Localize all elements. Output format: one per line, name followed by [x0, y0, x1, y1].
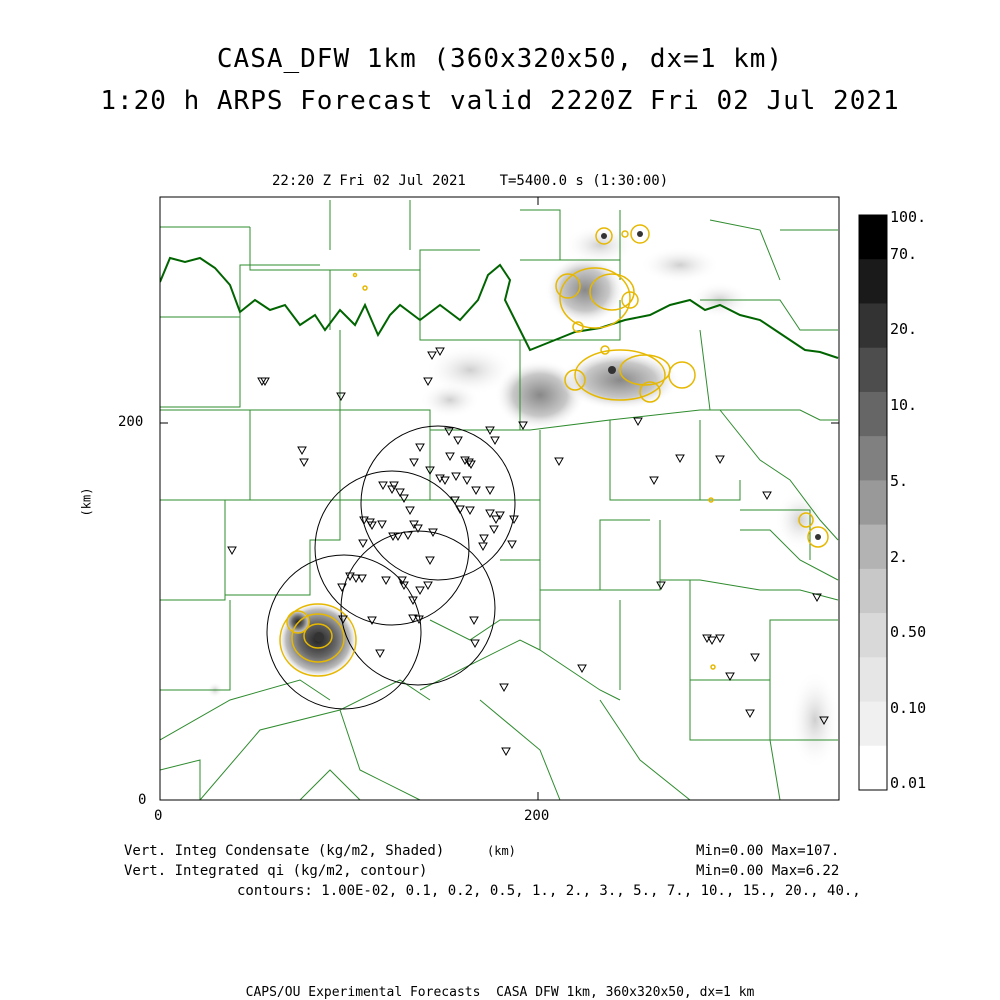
station-marker [491, 437, 499, 444]
colorbar-label: 0.10 [890, 699, 927, 717]
contour-field-stats: Min=0.00 Max=6.22 [696, 863, 840, 879]
station-marker [470, 617, 478, 624]
station-marker [379, 482, 387, 489]
station-marker [502, 748, 510, 755]
plot-subtitle: 22:20 Z Fri 02 Jul 2021 T=5400.0 s (1:30:00) [272, 173, 669, 189]
y-axis-label: (km) [79, 487, 94, 517]
contour-field-label: Vert. Integrated qi (kg/m2, contour) [124, 863, 428, 879]
colorbar-swatch [859, 303, 887, 348]
colorbar-swatch [859, 480, 887, 525]
condensate-shading [207, 225, 840, 770]
station-marker [634, 418, 642, 425]
station-marker [400, 495, 408, 502]
map-layers [160, 200, 840, 800]
station-marker [472, 487, 480, 494]
station-marker [650, 477, 658, 484]
colorbar-label: 100. [890, 208, 927, 226]
station-marker [416, 587, 424, 594]
colorbar-swatch [859, 215, 887, 260]
station-marker [416, 444, 424, 451]
x-tick-200: 200 [524, 808, 550, 824]
station-marker [676, 455, 684, 462]
station-marker [578, 665, 586, 672]
station-marker [751, 654, 759, 661]
station-marker [298, 447, 306, 454]
colorbar-swatch [859, 613, 887, 658]
station-marker [445, 428, 453, 435]
station-marker [410, 459, 418, 466]
colorbar-swatch [859, 525, 887, 570]
colorbar-swatch [859, 657, 887, 702]
colorbar [855, 212, 895, 792]
station-marker [480, 535, 488, 542]
station-marker [726, 673, 734, 680]
station-marker [479, 543, 487, 550]
station-marker [424, 582, 432, 589]
colorbar-swatch [859, 746, 887, 791]
station-marker [378, 521, 386, 528]
colorbar-swatch [859, 348, 887, 393]
station-marker [359, 540, 367, 547]
station-marker [471, 640, 479, 647]
station-marker [454, 437, 462, 444]
colorbar-label: 10. [890, 396, 918, 414]
station-marker [716, 635, 724, 642]
colorbar-swatch [859, 702, 887, 747]
x-axis-label: (km) [487, 844, 516, 858]
station-marker [763, 492, 771, 499]
colorbar-label: 2. [890, 548, 909, 566]
title-line-1: CASA_DFW 1km (360x320x50, dx=1 km) [216, 44, 784, 74]
station-marker [500, 684, 508, 691]
colorbar-label: 0.01 [890, 774, 927, 792]
station-marker [446, 453, 454, 460]
colorbar-label: 5. [890, 472, 909, 490]
shaded-field-label: Vert. Integ Condensate (kg/m2, Shaded) [124, 843, 445, 859]
y-tick-0: 0 [138, 792, 147, 808]
station-marker [337, 393, 345, 400]
station-marker [746, 710, 754, 717]
colorbar-swatch [859, 569, 887, 614]
station-marker [657, 582, 665, 589]
station-marker [486, 487, 494, 494]
y-tick-200: 200 [118, 414, 144, 430]
station-marker [406, 507, 414, 514]
station-marker [466, 507, 474, 514]
colorbar-label: 70. [890, 245, 918, 263]
colorbar-swatch [859, 392, 887, 437]
footer-credit: CAPS/OU Experimental Forecasts CASA DFW 1km, 360x320x50, dx=1 km [245, 985, 755, 1000]
shaded-field-stats: Min=0.00 Max=107. [696, 843, 840, 859]
contour-levels: contours: 1.00E-02, 0.1, 0.2, 0.5, 1., 2., 3., 5., 7., 10., 15., 20., 40., [237, 883, 861, 899]
station-marker [716, 456, 724, 463]
colorbar-label: 0.50 [890, 623, 927, 641]
colorbar-label: 20. [890, 320, 918, 338]
colorbar-swatch [859, 259, 887, 304]
station-marker [508, 541, 516, 548]
station-marker [463, 477, 471, 484]
station-marker [300, 459, 308, 466]
station-marker [404, 532, 412, 539]
station-marker [426, 557, 434, 564]
station-marker [452, 473, 460, 480]
station-marker [382, 577, 390, 584]
x-tick-0: 0 [154, 808, 163, 824]
station-marker [555, 458, 563, 465]
station-marker [490, 526, 498, 533]
colorbar-swatch [859, 436, 887, 481]
station-marker [228, 547, 236, 554]
title-line-2: 1:20 h ARPS Forecast valid 2220Z Fri 02 Jul 2021 [100, 86, 900, 116]
station-marker [376, 650, 384, 657]
